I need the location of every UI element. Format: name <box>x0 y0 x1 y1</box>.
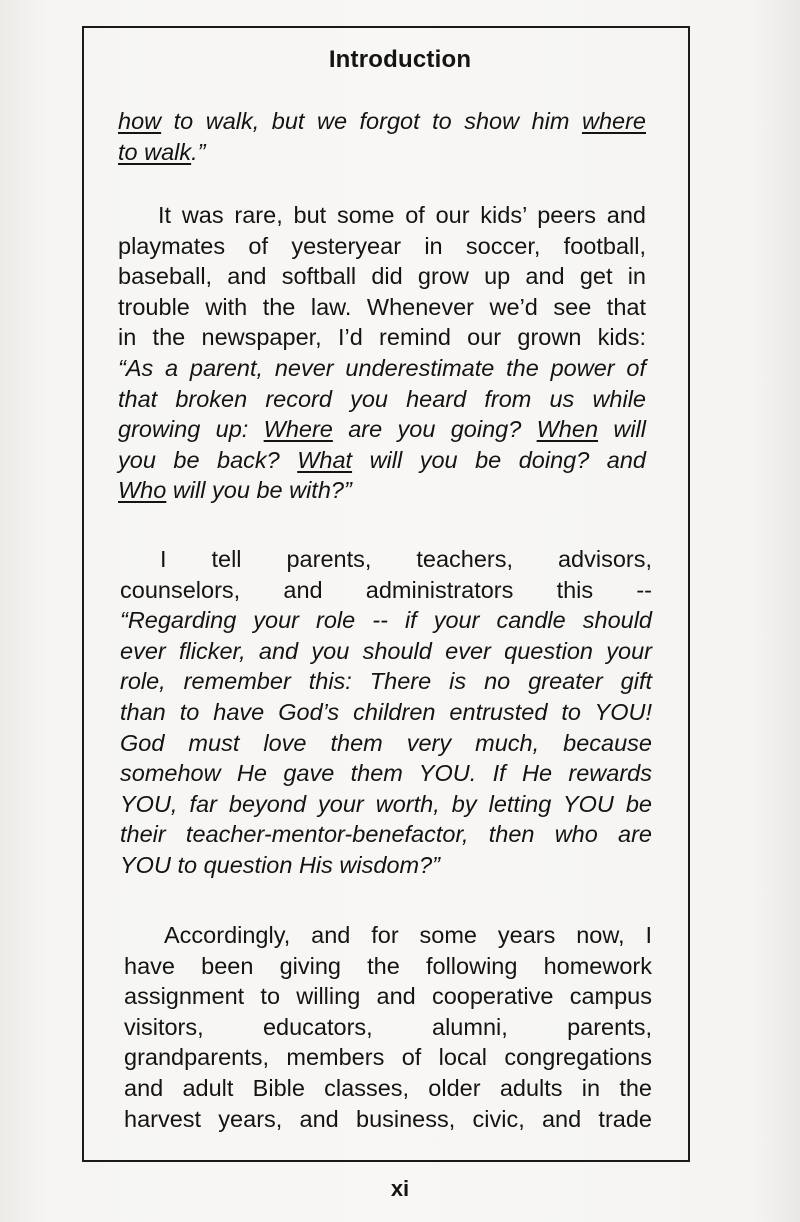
underlined-word: What <box>297 446 353 473</box>
text-run: .” <box>191 138 206 165</box>
text-run: you be back? <box>118 446 298 473</box>
text-run: will you be with?” <box>166 477 352 504</box>
text-run: It was rare, but some of our kids’ peers and <box>158 202 646 228</box>
text-line: than to have God’s children entrusted to YOU! <box>120 698 652 725</box>
text-line: trouble with the law. Whenever we’d see that <box>118 293 646 320</box>
text-line: grandparents, members of local congregations <box>124 1044 652 1071</box>
underlined-word: where <box>581 108 646 134</box>
text-line: and adult Bible classes, older adults in the <box>124 1074 652 1101</box>
paragraph-2 <box>118 200 646 506</box>
underlined-word: Who <box>118 477 167 504</box>
text-line: that broken record you heard from us while <box>118 385 646 412</box>
page-number: xi <box>390 1176 410 1201</box>
text-line: playmates of yesteryear in soccer, football, <box>118 232 646 259</box>
text-line: counselors, and administrators this -- <box>120 576 652 603</box>
text-line: YOU to question His wisdom?” <box>120 851 440 878</box>
paragraph-1 <box>118 106 646 167</box>
text-line: ever flicker, and you should ever question your <box>120 637 652 664</box>
text-line <box>118 137 646 168</box>
text-line: “Regarding your role -- if your candle should <box>120 607 652 634</box>
text-line: visitors, educators, alumni, parents, <box>124 1013 652 1040</box>
text-line: have been giving the following homework <box>124 952 652 979</box>
underlined-word: how <box>118 108 162 134</box>
text-line <box>120 544 652 575</box>
text-run: growing up: <box>118 416 264 443</box>
text-line: in the newspaper, I’d remind our grown kids: <box>118 324 646 351</box>
text-run: will you be doing? and <box>352 446 646 473</box>
text-run: to walk, but we forgot to show him <box>161 108 582 134</box>
text-line: somehow He gave them YOU. If He rewards <box>120 760 652 787</box>
text-run: I tell parents, teachers, advisors, <box>160 546 652 572</box>
paragraph-4 <box>124 920 652 1134</box>
text-run: Accordingly, and for some years now, I <box>164 922 652 948</box>
text-line: “As a parent, never underestimate the power of <box>118 354 646 381</box>
text-line: harvest years, and business, civic, and trade <box>124 1105 652 1132</box>
text-line <box>118 200 646 231</box>
text-line: their teacher-mentor-benefactor, then who are <box>120 821 652 848</box>
underlined-word: to walk <box>118 138 192 165</box>
text-line: role, remember this: There is no greater gift <box>120 668 652 695</box>
text-run: are you going? <box>332 416 537 443</box>
text-line <box>118 445 646 476</box>
underlined-word: Where <box>263 416 333 443</box>
text-line: God must love them very much, because <box>120 729 652 756</box>
underlined-word: When <box>536 416 599 443</box>
paragraph-3 <box>120 544 652 881</box>
text-line: YOU, far beyond your worth, by letting YOU be <box>120 790 652 817</box>
text-line <box>118 414 646 445</box>
text-line <box>124 920 652 951</box>
text-run: will <box>598 416 646 443</box>
text-line <box>118 475 646 506</box>
text-line <box>118 106 646 137</box>
chapter-heading: Introduction <box>328 46 472 73</box>
text-line: assignment to willing and cooperative campus <box>124 983 652 1010</box>
text-line: baseball, and softball did grow up and get in <box>118 263 646 290</box>
